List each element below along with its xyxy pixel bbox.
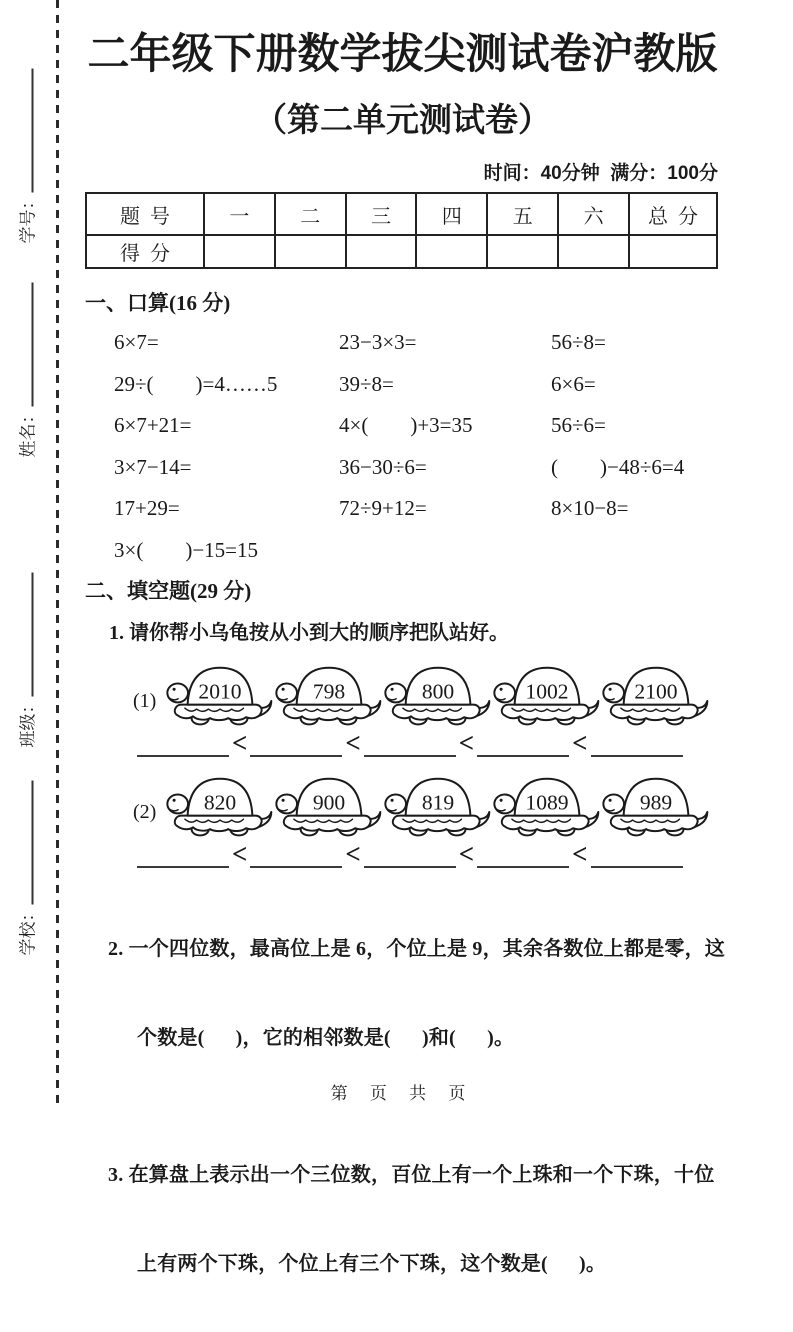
class-label: 班级： [18, 696, 37, 748]
answer-blank[interactable] [250, 741, 342, 757]
answer-blank[interactable] [591, 741, 683, 757]
dashed-margin-line [56, 0, 59, 1104]
page-subtitle: （第二单元测试卷） [254, 101, 551, 138]
answer-blank[interactable] [364, 852, 456, 868]
less-than-symbol: < [345, 839, 361, 869]
oral-problem[interactable]: 23−3×3= [339, 330, 417, 355]
score-table-column-header: 一 [204, 193, 275, 235]
class-blank[interactable] [18, 573, 33, 697]
question-1-text: 1. 请你帮小乌龟按从小到大的顺序把队站好。 [109, 622, 509, 644]
score-table-column-header: 四 [416, 193, 487, 235]
less-than-symbol: < [345, 728, 361, 758]
turtle-number: 800 [421, 679, 455, 704]
oral-problem[interactable]: ( )−48÷6=4 [551, 454, 685, 479]
oral-problem-row [85, 322, 720, 364]
turtle-icon [602, 766, 710, 840]
comparison-row [85, 728, 720, 758]
score-cell[interactable] [204, 235, 275, 268]
school-label: 学校： [18, 904, 37, 956]
oral-problem[interactable]: 8×10−8= [551, 496, 629, 521]
answer-blank[interactable] [477, 852, 569, 868]
turtle-row-label: (1) [133, 690, 157, 712]
page-title: 二年级下册数学拔尖测试卷沪教版 [87, 30, 718, 77]
score-cell[interactable] [629, 235, 717, 268]
turtle-number: 1089 [525, 790, 569, 815]
score-table-column-header: 二 [275, 193, 346, 235]
oral-problem[interactable]: 6×7= [114, 330, 159, 355]
student-id-label: 学号： [18, 192, 37, 244]
name-label: 姓名： [18, 406, 37, 458]
student-id-blank[interactable] [18, 69, 33, 193]
question-3-line-2[interactable]: 上有两个下珠，个位上有三个下珠，这个数是( )。 [137, 1253, 607, 1275]
turtle-ordering-area [85, 655, 720, 868]
page-footer: 第 页 共 页 [330, 1084, 475, 1103]
oral-problem[interactable]: 3×7−14= [114, 454, 192, 479]
school-blank[interactable] [18, 781, 33, 905]
turtle-icon [384, 766, 492, 840]
oral-problem[interactable]: 72÷9+12= [339, 496, 427, 521]
turtle-number: 798 [312, 679, 346, 704]
oral-problem[interactable]: 56÷6= [551, 413, 606, 438]
oral-problem[interactable]: 6×6= [551, 371, 596, 396]
question-2 [85, 882, 725, 1106]
turtle-icon [602, 655, 710, 729]
answer-blank[interactable] [591, 852, 683, 868]
score-table [85, 192, 718, 269]
margin-field-student-id [15, 69, 37, 244]
score-table-column-header: 五 [487, 193, 558, 235]
oral-problem[interactable]: 4×( )+3=35 [339, 413, 473, 438]
answer-blank[interactable] [137, 852, 229, 868]
turtle-icon [493, 655, 601, 729]
turtle-number: 1002 [525, 679, 569, 704]
less-than-symbol: < [458, 728, 475, 758]
margin-field-school [15, 781, 37, 956]
less-than-symbol: < [572, 728, 588, 758]
turtle-icon [493, 766, 601, 840]
turtle-number: 819 [421, 790, 455, 815]
answer-blank[interactable] [477, 741, 569, 757]
turtle-number: 900 [312, 790, 346, 815]
score-cell[interactable] [558, 235, 629, 268]
score-cell[interactable] [275, 235, 346, 268]
oral-problem[interactable]: 56÷8= [551, 330, 606, 355]
score-cell[interactable] [487, 235, 558, 268]
turtle-icon [166, 766, 274, 840]
turtle-icon [275, 655, 383, 729]
oral-problem[interactable]: 6×7+21= [114, 413, 192, 438]
less-than-symbol: < [572, 839, 588, 869]
paper-content [85, 0, 725, 1275]
oral-problem-row [85, 447, 720, 489]
score-table-header-label: 题 号 [86, 193, 204, 235]
turtle-number: 820 [203, 790, 237, 815]
comparison-row [85, 839, 720, 869]
turtle-number: 2100 [634, 679, 678, 704]
turtle-icon [166, 655, 274, 729]
margin-field-class [15, 573, 37, 748]
question-2-line-1: 2. 一个四位数，最高位上是 6，个位上是 9，其余各数位上都是零，这 [108, 938, 725, 960]
oral-problem[interactable]: 17+29= [114, 496, 180, 521]
turtle-number: 989 [639, 790, 673, 815]
score-cell[interactable] [416, 235, 487, 268]
turtle-row [85, 655, 720, 729]
turtle-number: 2010 [198, 679, 242, 704]
answer-blank[interactable] [137, 741, 229, 757]
name-blank[interactable] [18, 283, 33, 407]
answer-blank[interactable] [364, 741, 456, 757]
exam-meta: 时间：40分钟 满分：100分 [483, 163, 718, 184]
oral-problem[interactable]: 36−30÷6= [339, 454, 427, 479]
oral-problem[interactable]: 39÷8= [339, 371, 394, 396]
score-cell[interactable] [346, 235, 417, 268]
score-table-score-row [86, 235, 717, 268]
question-2-line-2[interactable]: 个数是( )，它的相邻数是( )和( )。 [137, 1027, 515, 1049]
answer-blank[interactable] [250, 852, 342, 868]
question-3 [85, 1108, 720, 1332]
oral-problem[interactable]: 3×( )−15=15 [114, 537, 259, 562]
question-3-line-1: 3. 在算盘上表示出一个三位数，百位上有一个上珠和一个下珠，十位 [108, 1164, 715, 1186]
less-than-symbol: < [458, 839, 475, 869]
section-two-title: 二、填空题(29 分) [85, 579, 252, 603]
oral-problems-grid [85, 322, 720, 571]
less-than-symbol: < [232, 728, 248, 758]
score-table-column-header: 三 [346, 193, 417, 235]
score-table-header-row [86, 193, 717, 235]
score-table-column-header: 总 分 [629, 193, 717, 235]
margin-field-name [15, 283, 37, 458]
turtle-row [85, 766, 720, 840]
oral-problem-row [85, 364, 720, 406]
turtle-row-label: (2) [133, 801, 157, 823]
oral-problem-row [85, 530, 720, 572]
turtle-icon [275, 766, 383, 840]
score-table-column-header: 六 [558, 193, 629, 235]
less-than-symbol: < [232, 839, 248, 869]
oral-problem[interactable]: 29÷( )=4……5 [114, 371, 278, 396]
oral-problem-row [85, 405, 720, 447]
turtle-icon [384, 655, 492, 729]
oral-problem-row [85, 488, 720, 530]
score-table-score-label: 得 分 [86, 235, 204, 268]
section-one-title: 一、口算(16 分) [85, 291, 231, 315]
